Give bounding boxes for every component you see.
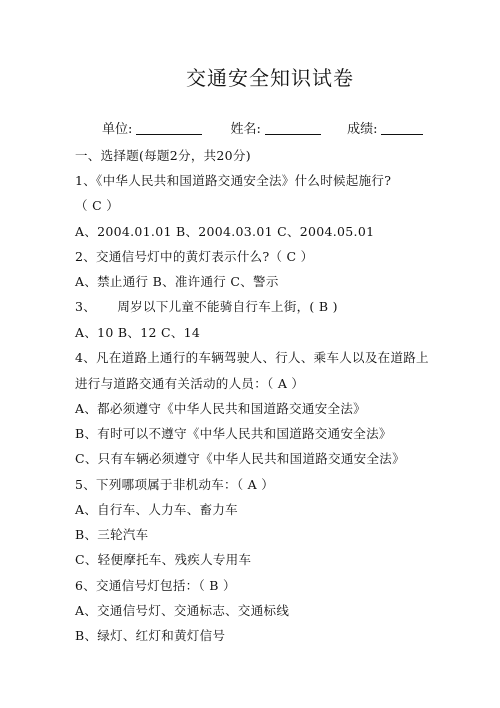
header-info-row bbox=[102, 118, 423, 137]
question-2: 2、交通信号灯中的黄灯表示什么?（ C ） bbox=[75, 249, 314, 264]
option-6a: A、交通信号灯、交通标志、交通标线 bbox=[75, 603, 290, 618]
answer-1: （ C ） bbox=[75, 198, 120, 213]
option-6b: B、绿灯、红灯和黄灯信号 bbox=[75, 628, 226, 643]
section-heading: 一、选择题(每题2分，共20分) bbox=[75, 148, 251, 163]
question-4: 4、凡在道路上通行的车辆驾驶人、行人、乘车人以及在道路上 bbox=[75, 350, 429, 365]
options-1: A、2004.01.01 B、2004.03.01 C、2004.05.01 bbox=[75, 224, 375, 239]
option-4b: B、有时可以不遵守《中华人民共和国道路交通安全法》 bbox=[75, 426, 392, 441]
question-5: 5、下列哪项属于非机动车：（ A ） bbox=[75, 477, 275, 492]
option-4a: A、都必须遵守《中华人民共和国道路交通安全法》 bbox=[75, 401, 366, 416]
option-5b: B、三轮汽车 bbox=[75, 527, 149, 542]
question-3: 3、 周岁以下儿童不能骑自行车上街，( B ) bbox=[75, 299, 338, 314]
score-blank bbox=[381, 122, 423, 135]
unit-label: 单位: bbox=[102, 122, 133, 137]
question-1: 1、《中华人民共和国道路交通安全法》什么时候起施行? bbox=[75, 173, 392, 188]
score-label: 成绩: bbox=[347, 122, 378, 137]
page-title: 交通安全知识试卷 bbox=[186, 66, 354, 90]
name-label: 姓名: bbox=[230, 122, 261, 137]
unit-blank bbox=[136, 122, 202, 135]
question-6: 6、交通信号灯包括：（ B ） bbox=[75, 578, 236, 593]
option-4c: C、只有车辆必须遵守《中华人民共和国道路交通安全法》 bbox=[75, 451, 405, 466]
option-5c: C、轻便摩托车、残疾人专用车 bbox=[75, 552, 252, 567]
option-5a: A、自行车、人力车、畜力车 bbox=[75, 502, 238, 517]
options-2: A、禁止通行 B、准许通行 C、警示 bbox=[75, 274, 279, 289]
options-3: A、10 B、12 C、14 bbox=[75, 325, 201, 340]
name-blank bbox=[265, 122, 321, 135]
question-4-cont: 进行与道路交通有关活动的人员：（ A ） bbox=[75, 376, 305, 391]
